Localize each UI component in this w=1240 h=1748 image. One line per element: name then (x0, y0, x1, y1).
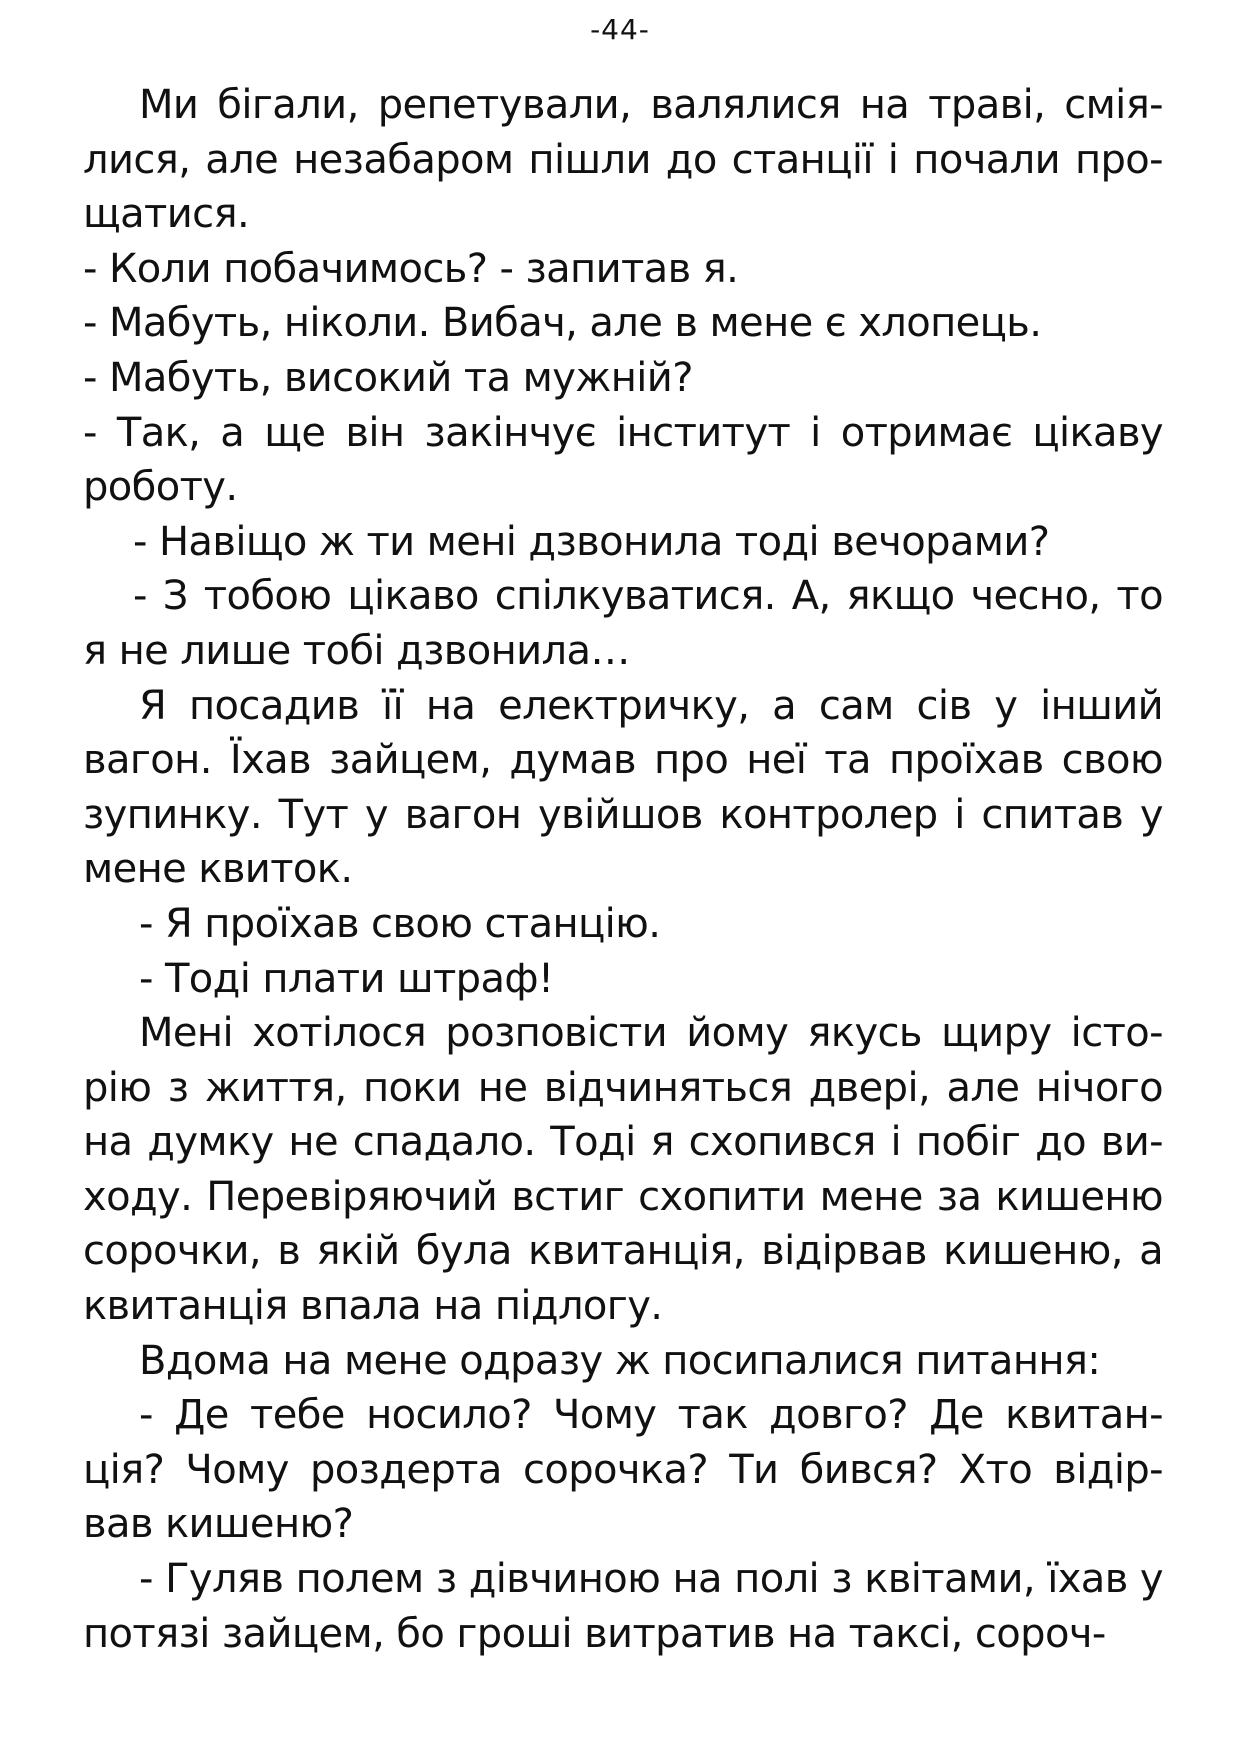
paragraph: - Так, а ще він закінчує інститут і отримає цікаву роботу. (83, 409, 1163, 511)
page-number: -44- (590, 13, 650, 46)
paragraph: - Де тебе носило? Чому так довго? Де квитан-ція? Чому роздерта сорочка? Ти бився? Хто відір-вав кишеню? (83, 1392, 1163, 1548)
paragraph: - Гуляв полем з дівчиною на полі з квітами, їхав у потязі зайцем, бо гроші витратив на таксі, сороч- (83, 1556, 1163, 1657)
paragraph: Я посадив її на електричку, а сам сів у інший вагон. Їхав зайцем, думав про неї та проїхав свою зупинку. Тут у вагон увійшов контролер і спитав у мене квиток. (83, 682, 1163, 893)
paragraph: - Мабуть, високий та мужній? (83, 354, 693, 401)
paragraph: Ми бігали, репетували, валялися на траві, смія-лися, але незабаром пішли до станції і почали про-щатися. (83, 82, 1163, 238)
paragraph: - Мабуть, ніколи. Вибач, але в мене є хлопець. (83, 300, 1042, 347)
paragraph: - Тоді плати штраф! (139, 955, 554, 1002)
paragraph: - Я проїхав свою станцію. (139, 900, 661, 947)
paragraph: - З тобою цікаво спілкуватися. А, якщо чесно, то я не лише тобі дзвонила… (83, 573, 1163, 674)
body-text (83, 78, 1163, 1661)
paragraph: Мені хотілося розповісти йому якусь щиру істо-рію з життя, поки не відчиняться двері, але нічого на думку не спадало. Тоді я схопився і побіг до ви-ходу. Перевіряючий встиг схопити мене за кишеню сорочки, в якій була квитанція, відірвав кишеню, а квитанція впала на підлогу. (83, 1010, 1163, 1330)
paragraph: - Коли побачимось? - запитав я. (83, 245, 739, 292)
paragraph: - Навіщо ж ти мені дзвонила тоді вечорами? (133, 518, 1050, 565)
paragraph: Вдома на мене одразу ж посипалися питання: (139, 1337, 1101, 1384)
